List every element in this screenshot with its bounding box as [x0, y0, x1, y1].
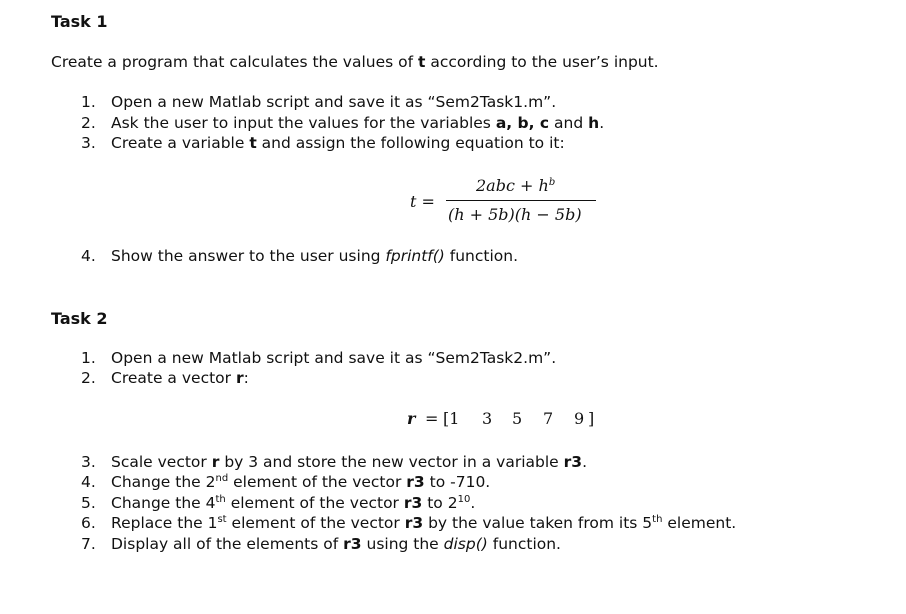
task2-item-5 [81, 494, 475, 512]
item-text: Open a new Matlab script and save it as “Sem2Task2.m”. [111, 349, 557, 367]
task2-item-1 [81, 349, 556, 367]
numerator-exponent: b [548, 177, 556, 188]
task1-item-1 [81, 93, 556, 111]
vector-equals: = [425, 409, 439, 428]
task1-intro [51, 53, 659, 71]
equation-lhs: t = [410, 192, 435, 211]
ordinal-suffix: nd [215, 473, 229, 484]
intro-var-t: t [418, 53, 426, 71]
item-number: 3. [81, 134, 96, 152]
vector-element: 7 [543, 409, 554, 428]
item-text: and [549, 114, 589, 132]
task1-item-2 [81, 114, 604, 132]
item-var-r3: r3 [406, 473, 425, 491]
item-var-r3: r3 [404, 514, 424, 532]
item-number: 2. [81, 369, 96, 387]
item-number: 4. [81, 247, 96, 265]
item-var-r3: r3 [403, 494, 423, 512]
task2-item-7 [81, 535, 561, 553]
item-func: fprintf() [385, 247, 445, 265]
item-text: : [243, 369, 249, 387]
ordinal-suffix: th [215, 494, 226, 505]
task2-item-4 [81, 473, 490, 491]
item-number: 7. [81, 535, 96, 553]
item-text: Ask the user to input the values for the variables [111, 114, 496, 132]
item-var-r3: r3 [563, 453, 583, 471]
item-number: 3. [81, 453, 96, 471]
item-text: . [582, 453, 587, 471]
item-number: 6. [81, 514, 96, 532]
item-text: Scale vector [111, 453, 212, 471]
item-text: Change the 2 [111, 473, 216, 491]
item-text: element of the vector [225, 494, 404, 512]
item-text: Create a vector [111, 369, 236, 387]
item-text: . [599, 114, 605, 132]
fraction-bar [446, 200, 596, 201]
equation-denominator: (h + 5b)(h − 5b) [448, 205, 582, 224]
item-text: by 3 and store the new vector in a variable [219, 453, 564, 471]
task1-item-4 [81, 247, 518, 265]
item-text: and assign the following equation to it: [256, 134, 565, 152]
item-text: by the value taken from its 5 [423, 514, 653, 532]
vector-open: [1 [443, 409, 460, 428]
item-text: Display all of the elements of [111, 535, 344, 553]
item-number: 5. [81, 494, 96, 512]
item-text: Change the 4 [111, 494, 216, 512]
task2-item-6 [81, 514, 736, 532]
intro-text: Create a program that calculates the values of [51, 53, 419, 71]
ordinal-suffix: st [217, 514, 227, 525]
task2-item-3 [81, 453, 587, 471]
intro-text-end: according to the user’s input. [425, 53, 659, 71]
task1-item-3 [81, 134, 565, 152]
task2-heading: Task 2 [51, 309, 108, 328]
vector-element: 5 [512, 409, 523, 428]
item-text: . [470, 494, 476, 512]
task1-heading: Task 1 [51, 12, 108, 31]
item-text: element of the vector [226, 514, 405, 532]
item-text: Create a variable [111, 134, 250, 152]
item-text: Replace the 1 [111, 514, 218, 532]
item-number: 1. [81, 93, 96, 111]
item-vars: a, b, c [495, 114, 550, 132]
vector-element: 9 [574, 409, 585, 428]
item-text: to 2 [422, 494, 458, 512]
item-text: element of the vector [228, 473, 407, 491]
vector-element: 3 [482, 409, 493, 428]
task2-item-2 [81, 369, 249, 387]
item-var-t: t [249, 134, 257, 152]
item-var-h: h [588, 114, 600, 132]
item-func: disp() [443, 535, 488, 553]
ordinal-suffix: th [652, 514, 663, 525]
item-var-r: r [211, 453, 220, 471]
exponent: 10 [457, 494, 471, 505]
vector-close: ] [588, 409, 595, 428]
item-text: function. [487, 535, 561, 553]
numerator-text: 2abc + h [476, 176, 549, 195]
item-text: Open a new Matlab script and save it as “Sem2Task1.m”. [111, 93, 557, 111]
item-var-r: r [235, 369, 244, 387]
item-text: using the [361, 535, 444, 553]
item-text: to -710. [424, 473, 491, 491]
vector-lhs: r [407, 409, 416, 428]
item-text: function. [444, 247, 519, 265]
item-var-r3: r3 [343, 535, 362, 553]
item-text: element. [662, 514, 737, 532]
item-number: 4. [81, 473, 96, 491]
equation-numerator [476, 176, 555, 195]
item-text: Show the answer to the user using [111, 247, 386, 265]
item-number: 1. [81, 349, 96, 367]
item-number: 2. [81, 114, 96, 132]
